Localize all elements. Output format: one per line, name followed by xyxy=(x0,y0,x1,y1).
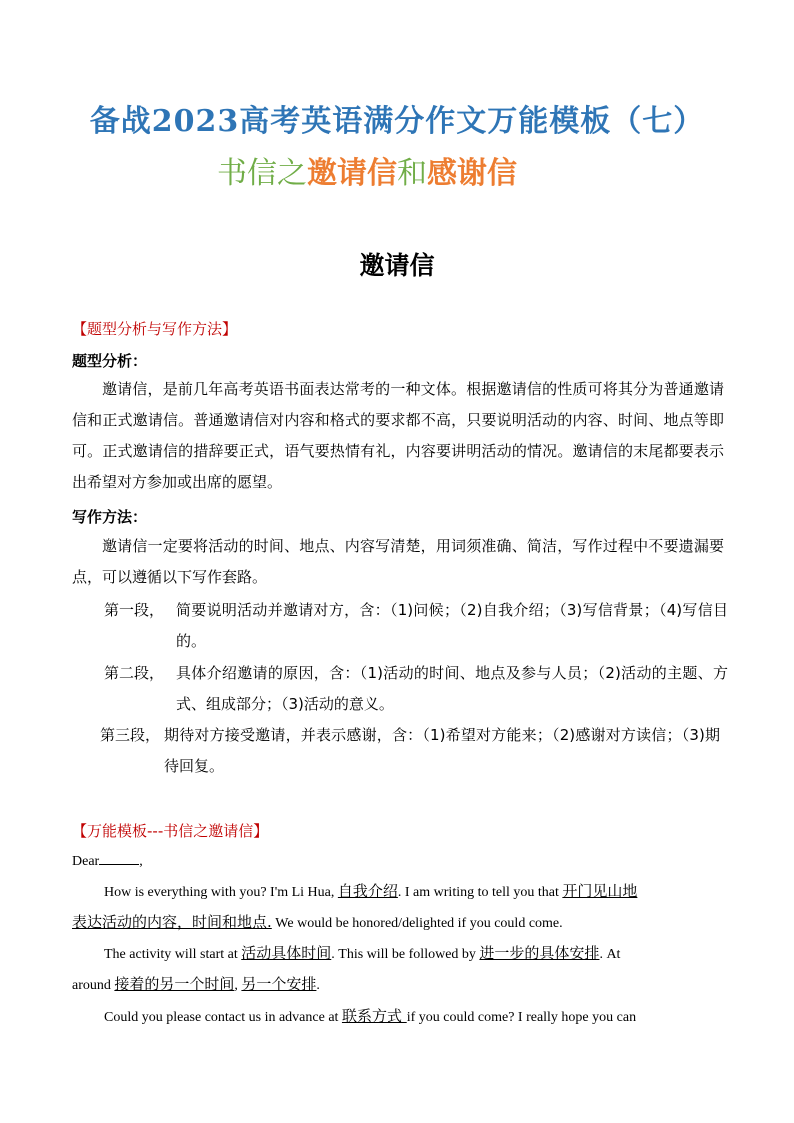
document-title: 备战2023高考英语满分作文万能模板（七） xyxy=(89,104,705,139)
analysis-paragraph: 邀请信，是前几年高考英语书面表达常考的一种文体。根据邀请信的性质可将其分为普通邀请信和正式邀请信。普通邀请信对内容和格式的要求都不高，只要说明活动的内容、时间、地点等即可。正式邀请信的措辞要正式，语气要热情有礼，内容要讲明活动的情况。邀请信的末尾都要表示出希望对方参加或出席的愿望。 xyxy=(72,380,724,491)
subtitle-part-thanks: 感谢信 xyxy=(427,156,517,191)
p2-placeholder-next-arrangement: 另一个安排 xyxy=(241,975,317,993)
template-paragraph-1-line-2 xyxy=(72,912,724,934)
recipient-blank xyxy=(99,851,139,865)
salutation-comma: , xyxy=(139,854,143,869)
p3-placeholder-contact: 联系方式 xyxy=(341,1007,407,1025)
p1-text-a: How is everything with you? I'm Li Hua, xyxy=(104,885,338,900)
method-paragraph: 邀请信一定要将活动的时间、地点、内容写清楚，用词须准确、简洁，写作过程中不要遗漏要点，可以遵循以下写作套路。 xyxy=(72,537,724,586)
document-subtitle xyxy=(0,148,734,192)
subtitle-part-and: 和 xyxy=(397,156,427,191)
subtitle-part-letters: 书信之 xyxy=(217,156,307,191)
step-two xyxy=(104,658,728,720)
p2-placeholder-time: 活动具体时间 xyxy=(241,944,332,962)
p3-text-a: Could you please contact us in advance at xyxy=(104,1010,342,1025)
p2-placeholder-arrangement: 进一步的具体安排 xyxy=(479,944,600,962)
p2-text-a: The activity will start at xyxy=(104,947,242,962)
template-paragraph-1-line-1 xyxy=(104,881,724,903)
p2-text-f: . xyxy=(316,978,320,993)
step-one xyxy=(104,595,728,657)
p1-placeholder-self-intro: 自我介绍 xyxy=(337,882,398,900)
template-paragraph-2-line-1 xyxy=(104,943,724,965)
step-three xyxy=(100,720,724,782)
step-one-text: 简要说明活动并邀请对方，含：（1)问候；（2)自我介绍；（3)写信背景；（4)写信目的。 xyxy=(176,601,728,650)
p1-text-c: We would be honored/delighted if you could come. xyxy=(271,916,563,931)
p2-placeholder-next-time: 接着的另一个时间 xyxy=(114,975,235,993)
step-one-label: 第一段， xyxy=(104,601,165,619)
step-two-text: 具体介绍邀请的原因，含：（1)活动的时间、地点及参与人员；（2)活动的主题、方式、组成部分；（3)活动的意义。 xyxy=(176,664,728,713)
section-label-analysis: 【题型分析与写作方法】 xyxy=(72,320,238,338)
p1-placeholder-activity-details: 表达活动的内容，时间和地点. xyxy=(72,913,272,931)
p2-text-d: around xyxy=(72,978,115,993)
p2-text-c: . At xyxy=(599,947,621,962)
p1-text-b: . I am writing to tell you that xyxy=(397,885,563,900)
salutation-line xyxy=(72,851,724,872)
p1-placeholder-direct: 开门见山地 xyxy=(562,882,638,900)
template-paragraph-3-line-1 xyxy=(104,1006,724,1028)
analysis-title: 题型分析： xyxy=(72,352,148,370)
p2-text-e: , xyxy=(234,978,242,993)
method-title: 写作方法： xyxy=(72,508,148,526)
step-three-text: 期待对方接受邀请，并表示感谢，含：（1)希望对方能来；（2)感谢对方读信；（3)期待回复。 xyxy=(164,726,720,775)
section-label-template: 【万能模板---书信之邀请信】 xyxy=(72,822,269,840)
p2-text-b: . This will be followed by xyxy=(331,947,480,962)
step-three-label: 第三段， xyxy=(100,726,161,744)
p3-text-b: if you could come? I really hope you can xyxy=(406,1010,637,1025)
template-paragraph-2-line-2 xyxy=(72,974,724,996)
subtitle-part-invitation: 邀请信 xyxy=(307,156,397,191)
step-two-label: 第二段， xyxy=(104,664,165,682)
salutation-dear: Dear xyxy=(72,854,100,869)
section-heading: 邀请信 xyxy=(359,251,435,280)
